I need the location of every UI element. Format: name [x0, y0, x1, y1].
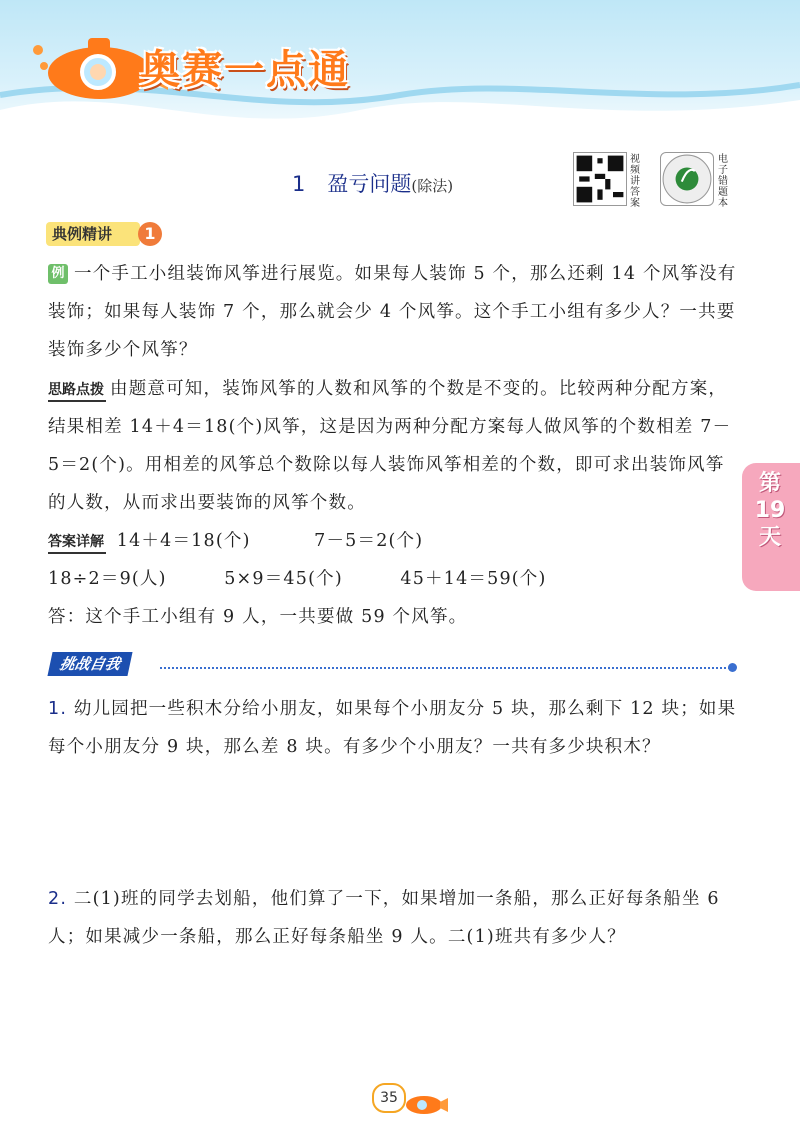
answer-step: 5×9＝45(个) — [224, 569, 343, 589]
thinking-hint — [48, 370, 738, 522]
example-text: 一个手工小组装饰风筝进行展览。如果每人装饰 5 个，那么还剩 14 个风筝没有装饰；如果每人装饰 7 个，那么就会少 4 个风筝。这个手工小组有多少人？一共要装饰多少个风筝？ — [48, 264, 737, 360]
answer-tag: 答案详解 — [48, 532, 106, 554]
example-tag: 典例精讲 — [46, 222, 140, 246]
answer-conclusion: 答：这个手工小组有 9 人，一共要做 59 个风筝。 — [48, 607, 468, 627]
divider-end-dot — [728, 663, 737, 672]
section-number: 1 — [292, 172, 306, 196]
video-answer-qr-code[interactable] — [573, 152, 627, 206]
video-answer-label: 视频讲答案 — [630, 154, 640, 209]
dotted-divider — [160, 667, 730, 669]
example-problem — [48, 255, 738, 369]
answer-line-1 — [48, 522, 738, 560]
thinking-text: 由题意可知，装饰风筝的人数和风筝的个数是不变的。比较两种分配方案，结果相差 14＋4＝18(个)风筝，这是因为两种分配方案每人做风筝的个数相差 7－5＝2(个)。用相差的风筝总个数除以每人装饰风筝相差的个数，即可求出装饰风筝的人数，从而求出要装饰的风筝个数。 — [48, 379, 732, 513]
example-mark: 例 — [48, 264, 68, 284]
day-side-tab-text: 第19天 — [754, 471, 786, 550]
error-notebook-qr-code[interactable] — [660, 152, 714, 206]
answer-step: 14＋4＝18(个) — [116, 531, 251, 551]
question-text: 二(1)班的同学去划船，他们算了一下，如果增加一条船，那么正好每条船坐 6 人；如果减少一条船，那么正好每条船坐 9 人。二(1)班共有多少人？ — [48, 889, 720, 947]
page-number: 35 — [372, 1083, 406, 1113]
banner-title: 奥赛一点通 — [140, 47, 350, 93]
section-subtitle: (除法) — [411, 177, 454, 195]
answer-step: 7－5＝2(个) — [314, 531, 424, 551]
question-1 — [48, 690, 738, 766]
error-notebook-label: 电子错题本 — [718, 154, 728, 209]
mini-submarine-icon — [402, 1090, 450, 1116]
answer-line-2 — [48, 560, 738, 598]
section-title — [292, 168, 453, 198]
example-number-badge: 1 — [138, 222, 162, 246]
question-number: 2. — [48, 889, 68, 909]
answer-step: 45＋14＝59(个) — [400, 569, 547, 589]
thinking-tag: 思路点拨 — [48, 380, 106, 402]
question-number: 1. — [48, 699, 68, 719]
answer-detail — [48, 522, 738, 636]
challenge-tag: 挑战自我 — [47, 652, 132, 676]
question-text: 幼儿园把一些积木分给小朋友，如果每个小朋友分 5 块，那么剩下 12 块；如果每个小朋友分 9 块，那么差 8 块。有多少个小朋友？一共有多少块积木？ — [48, 699, 737, 757]
section-title-text: 盈亏问题 — [327, 172, 412, 196]
question-2 — [48, 880, 738, 956]
answer-step: 18÷2＝9(人) — [48, 569, 167, 589]
